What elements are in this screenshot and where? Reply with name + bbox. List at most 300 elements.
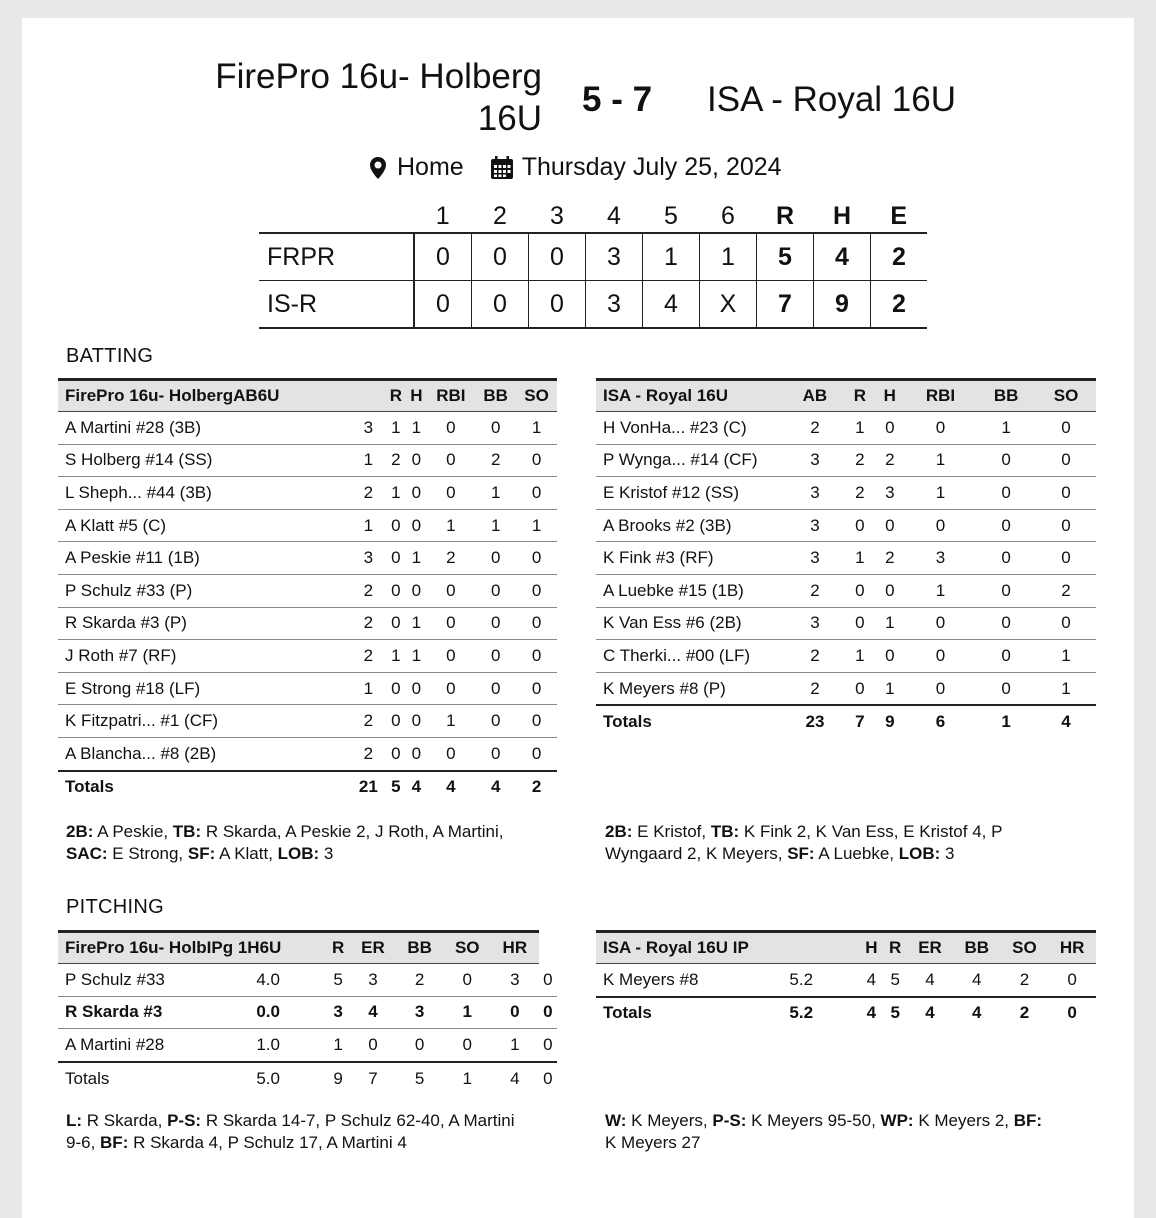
note-text: 3 <box>940 844 955 863</box>
away-team-name: ISA - Royal 16U <box>707 80 956 119</box>
totals-cell: 2 <box>1001 997 1049 1030</box>
stat-cell: 0 <box>443 964 491 997</box>
stat-cell: 2 <box>1001 964 1049 997</box>
stat-cell: 1 <box>845 640 875 673</box>
table-header-row <box>58 380 557 412</box>
totals-cell: 2 <box>516 771 557 804</box>
totals-cell: 5 <box>883 997 907 1030</box>
stat-cell: 0 <box>875 412 905 445</box>
player-name: K Meyers #8 (P) <box>596 672 785 705</box>
errors-header: E <box>871 200 928 233</box>
totals-row <box>596 997 1096 1030</box>
totals-cell: 6 <box>905 705 976 738</box>
stat-cell: 0 <box>386 542 406 575</box>
stat-cell: 0 <box>875 509 905 542</box>
totals-label: Totals <box>58 771 351 804</box>
player-name: E Strong #18 (LF) <box>58 672 351 705</box>
inning-header: 6 <box>700 200 757 233</box>
stat-cell: 1 <box>475 477 516 510</box>
stat-cell: 0 <box>516 705 557 738</box>
stat-cell: 2 <box>351 574 386 607</box>
runs-total: 7 <box>757 281 814 329</box>
stat-cell: 0.0 <box>210 996 326 1029</box>
table-row <box>596 640 1096 673</box>
map-pin-icon <box>367 155 389 181</box>
stat-cell: 0 <box>875 640 905 673</box>
stat-cell: 0 <box>1036 542 1096 575</box>
inning-score: 1 <box>643 233 700 281</box>
stat-cell: 0 <box>406 444 426 477</box>
inning-score: 4 <box>643 281 700 329</box>
table-row <box>596 607 1096 640</box>
team-column-header: ISA - Royal 16U <box>596 380 785 412</box>
stat-cell: 0 <box>427 574 476 607</box>
stat-cell: 0 <box>845 607 875 640</box>
stat-cell: 3 <box>491 964 539 997</box>
totals-cell: 4 <box>1036 705 1096 738</box>
home-team-name: FirePro 16u- Holberg 16U <box>215 57 542 138</box>
stat-cell: 3 <box>905 542 976 575</box>
stat-cell: 0 <box>443 1029 491 1062</box>
table-row <box>596 477 1096 510</box>
stat-cell: 0 <box>396 1029 444 1062</box>
away-batting-table <box>596 378 1096 738</box>
note-text: R Skarda, A Peskie 2, J Roth, A Martini, <box>201 822 504 841</box>
stat-cell: 0 <box>386 705 406 738</box>
stat-cell: 1 <box>351 444 386 477</box>
stat-cell: 0 <box>516 542 557 575</box>
stat-cell: 1 <box>516 412 557 445</box>
stat-cell: 0 <box>905 412 976 445</box>
note-label: SF: <box>187 844 216 863</box>
stat-cell: 0 <box>406 477 426 510</box>
stat-cell: 0 <box>406 574 426 607</box>
stat-cell: 2 <box>427 542 476 575</box>
stat-column-header: BB <box>953 932 1001 964</box>
stat-cell: 0 <box>976 607 1036 640</box>
stat-cell: 5 <box>326 964 350 997</box>
totals-row <box>58 1062 557 1095</box>
calendar-icon <box>490 155 514 181</box>
note-text: A Luebke, <box>814 844 899 863</box>
inning-score: 3 <box>586 233 643 281</box>
stat-cell: 0 <box>976 640 1036 673</box>
table-row <box>58 705 557 738</box>
stat-column-header: ER <box>907 932 953 964</box>
inning-score: 3 <box>586 281 643 329</box>
totals-cell: 0 <box>1048 997 1096 1030</box>
stat-cell: 0 <box>427 672 476 705</box>
note-label: BF: <box>1013 1111 1043 1130</box>
stat-cell: 0 <box>516 737 557 770</box>
table-row <box>596 509 1096 542</box>
stat-column-header: BB <box>396 932 444 964</box>
stat-cell: 1 <box>1036 640 1096 673</box>
player-name: P Schulz #33 (P) <box>58 574 351 607</box>
stat-cell: 3 <box>350 964 396 997</box>
stat-cell: 0 <box>976 574 1036 607</box>
linescore-team: FRPR <box>259 233 414 281</box>
note-text: K Meyers 2, <box>913 1111 1014 1130</box>
table-row <box>58 737 557 770</box>
stat-cell: 0 <box>1036 412 1096 445</box>
pitcher-name: K Meyers #8 <box>596 964 743 997</box>
stat-cell: 0 <box>905 640 976 673</box>
note-text: A Klatt, <box>215 844 278 863</box>
note-text: A Peskie, <box>93 822 173 841</box>
stat-cell: 1 <box>845 412 875 445</box>
stat-cell: 0 <box>475 705 516 738</box>
inning-header: 1 <box>414 200 472 233</box>
table-row <box>58 574 557 607</box>
player-name: C Therki... #00 (LF) <box>596 640 785 673</box>
stat-column-header: R <box>386 380 406 412</box>
boxscore-page <box>22 18 1134 1218</box>
stat-cell: 1.0 <box>210 1029 326 1062</box>
hits-total: 4 <box>814 233 871 281</box>
table-row <box>58 477 557 510</box>
stat-cell: 1 <box>516 509 557 542</box>
stat-cell: 0 <box>406 737 426 770</box>
hits-header: H <box>814 200 871 233</box>
stat-column-header: SO <box>1001 932 1049 964</box>
stat-cell: 4 <box>907 964 953 997</box>
stat-cell: 1 <box>875 607 905 640</box>
stat-cell: 3 <box>785 607 845 640</box>
stat-cell: 5 <box>883 964 907 997</box>
inning-score: 0 <box>472 233 529 281</box>
stat-cell: 3 <box>351 542 386 575</box>
player-name: A Brooks #2 (3B) <box>596 509 785 542</box>
stat-cell: 1 <box>875 672 905 705</box>
totals-cell: 9 <box>326 1062 350 1095</box>
totals-cell: 9 <box>875 705 905 738</box>
pitcher-name: P Schulz #33 <box>58 964 210 997</box>
table-row <box>58 509 557 542</box>
stat-cell: 0 <box>427 607 476 640</box>
team-column-header: FirePro 16u- HolbIPg 1H6U <box>58 932 326 964</box>
runs-header: R <box>757 200 814 233</box>
player-name: E Kristof #12 (SS) <box>596 477 785 510</box>
stat-cell: 0 <box>386 737 406 770</box>
player-name: A Martini #28 (3B) <box>58 412 351 445</box>
totals-cell: 7 <box>845 705 875 738</box>
note-label: LOB: <box>898 844 941 863</box>
player-name: P Wynga... #14 (CF) <box>596 444 785 477</box>
final-score: 5 - 7 <box>582 80 653 119</box>
totals-cell: 5.0 <box>210 1062 326 1095</box>
totals-cell: 4 <box>475 771 516 804</box>
stat-cell: 2 <box>845 477 875 510</box>
stat-cell: 4 <box>350 996 396 1029</box>
note-label: TB: <box>710 822 740 841</box>
stat-cell: 2 <box>875 444 905 477</box>
inning-score: X <box>700 281 757 329</box>
stat-cell: 0 <box>475 412 516 445</box>
stat-cell: 0 <box>1036 607 1096 640</box>
table-header-row <box>596 932 1096 964</box>
pitching-section-title: PITCHING <box>66 896 164 918</box>
home-batting-notes <box>66 821 516 865</box>
stat-column-header: H <box>406 380 426 412</box>
table-row <box>596 444 1096 477</box>
table-row <box>596 412 1096 445</box>
stat-cell: 2 <box>785 672 845 705</box>
stat-cell: 0 <box>875 574 905 607</box>
stat-cell: 1 <box>905 444 976 477</box>
stat-cell: 0 <box>1036 477 1096 510</box>
note-text: E Kristof, <box>632 822 711 841</box>
table-row <box>58 444 557 477</box>
stat-cell: 2 <box>351 640 386 673</box>
stat-cell: 0 <box>406 705 426 738</box>
runs-total: 5 <box>757 233 814 281</box>
inning-score: 0 <box>414 233 472 281</box>
stat-cell: 0 <box>976 672 1036 705</box>
player-name: J Roth #7 (RF) <box>58 640 351 673</box>
totals-cell: 23 <box>785 705 845 738</box>
totals-cell: 21 <box>351 771 386 804</box>
stat-cell: 1 <box>1036 672 1096 705</box>
stat-cell: 1 <box>406 607 426 640</box>
stat-cell: 4 <box>953 964 1001 997</box>
stat-cell: 2 <box>396 964 444 997</box>
stat-column-header: RBI <box>427 380 476 412</box>
stat-cell: 0 <box>475 574 516 607</box>
stat-cell: 1 <box>845 542 875 575</box>
totals-cell: 4 <box>859 997 883 1030</box>
inning-header: 4 <box>586 200 643 233</box>
table-row <box>58 672 557 705</box>
totals-cell: 5 <box>386 771 406 804</box>
stat-cell: 4 <box>859 964 883 997</box>
note-label: L: <box>66 1111 83 1130</box>
team-column-header: ISA - Royal 16U IP <box>596 932 859 964</box>
note-label: SAC: <box>66 844 108 863</box>
player-name: A Klatt #5 (C) <box>58 509 351 542</box>
stat-cell: 1 <box>976 412 1036 445</box>
table-row <box>596 672 1096 705</box>
player-name: K Van Ess #6 (2B) <box>596 607 785 640</box>
totals-cell: 4 <box>491 1062 539 1095</box>
stat-column-header: R <box>326 932 350 964</box>
away-pitching-notes <box>605 1110 1055 1154</box>
stat-cell: 0 <box>427 640 476 673</box>
stat-cell: 3 <box>785 509 845 542</box>
totals-label: Totals <box>58 1062 210 1095</box>
stat-cell: 0 <box>406 672 426 705</box>
stat-cell: 0 <box>386 509 406 542</box>
team-column-header: FirePro 16u- HolbergAB6U <box>58 380 386 412</box>
home-batting-table <box>58 378 557 803</box>
table-row <box>596 542 1096 575</box>
note-text: 3 <box>319 844 334 863</box>
totals-cell: 4 <box>953 997 1001 1030</box>
stat-column-header: ER <box>350 932 396 964</box>
game-date: Thursday July 25, 2024 <box>521 153 782 181</box>
stat-cell: 2 <box>785 412 845 445</box>
stat-cell: 0 <box>976 477 1036 510</box>
batting-section-title: BATTING <box>66 345 154 367</box>
stat-cell: 0 <box>845 574 875 607</box>
errors-total: 2 <box>871 233 928 281</box>
totals-label: Totals <box>596 997 743 1030</box>
home-pitching-notes <box>66 1110 516 1154</box>
stat-cell: 3 <box>875 477 905 510</box>
stat-cell: 1 <box>427 705 476 738</box>
player-name: R Skarda #3 (P) <box>58 607 351 640</box>
stat-cell: 1 <box>406 542 426 575</box>
stat-column-header: SO <box>443 932 491 964</box>
stat-cell: 0 <box>475 542 516 575</box>
table-row <box>596 964 1096 997</box>
stat-cell: 0 <box>539 996 557 1029</box>
stat-cell: 2 <box>351 705 386 738</box>
errors-total: 2 <box>871 281 928 329</box>
stat-cell: 0 <box>976 444 1036 477</box>
table-row <box>58 1029 557 1062</box>
stat-cell: 0 <box>475 640 516 673</box>
player-name: K Fitzpatri... #1 (CF) <box>58 705 351 738</box>
stat-column-header: RBI <box>905 380 976 412</box>
table-row <box>596 574 1096 607</box>
stat-cell: 0 <box>406 509 426 542</box>
stat-cell: 0 <box>845 672 875 705</box>
stat-cell: 0 <box>386 607 406 640</box>
stat-column-header: R <box>845 380 875 412</box>
note-label: WP: <box>880 1111 914 1130</box>
stat-cell: 3 <box>396 996 444 1029</box>
note-text: K Fink 2, K Van Ess, E Kristof 4, P Wyngaard 2, K Meyers, <box>605 822 1003 863</box>
totals-cell: 7 <box>350 1062 396 1095</box>
stat-cell: 1 <box>475 509 516 542</box>
stat-cell: 2 <box>785 574 845 607</box>
stat-cell: 1 <box>386 477 406 510</box>
stat-cell: 0 <box>1048 964 1096 997</box>
stat-cell: 0 <box>427 477 476 510</box>
note-text: K Meyers 27 <box>605 1133 701 1152</box>
stat-cell: 1 <box>406 412 426 445</box>
stat-column-header: SO <box>1036 380 1096 412</box>
player-name: K Fink #3 (RF) <box>596 542 785 575</box>
inning-header: 2 <box>472 200 529 233</box>
totals-cell: 1 <box>443 1062 491 1095</box>
inning-header: 5 <box>643 200 700 233</box>
stat-column-header: HR <box>1048 932 1096 964</box>
inning-score: 0 <box>414 281 472 329</box>
away-pitching-table <box>596 930 1096 1029</box>
stat-cell: 0 <box>539 964 557 997</box>
stat-cell: 3 <box>785 444 845 477</box>
totals-row <box>596 705 1096 738</box>
stat-cell: 0 <box>350 1029 396 1062</box>
note-text: R Skarda, <box>82 1111 168 1130</box>
table-row <box>58 607 557 640</box>
stat-cell: 1 <box>427 509 476 542</box>
table-header-row <box>58 932 557 964</box>
stat-cell: 1 <box>386 640 406 673</box>
note-text: K Meyers 95-50, <box>746 1111 881 1130</box>
player-name: A Blancha... #8 (2B) <box>58 737 351 770</box>
location-label: Home <box>397 153 464 181</box>
table-row <box>58 542 557 575</box>
note-label: P-S: <box>712 1111 747 1130</box>
stat-cell: 3 <box>351 412 386 445</box>
inning-score: 0 <box>472 281 529 329</box>
stat-column-header: R <box>883 932 907 964</box>
totals-cell: 5 <box>396 1062 444 1095</box>
stat-cell: 2 <box>351 477 386 510</box>
stat-cell: 0 <box>1036 444 1096 477</box>
inning-header: 3 <box>529 200 586 233</box>
player-name: L Sheph... #44 (3B) <box>58 477 351 510</box>
stat-cell: 1 <box>443 996 491 1029</box>
stat-column-header: HR <box>491 932 539 964</box>
stat-cell: 0 <box>976 509 1036 542</box>
player-name: S Holberg #14 (SS) <box>58 444 351 477</box>
stat-cell: 0 <box>845 509 875 542</box>
totals-label: Totals <box>596 705 785 738</box>
player-name: A Peskie #11 (1B) <box>58 542 351 575</box>
linescore-table <box>259 200 927 329</box>
stat-cell: 1 <box>351 672 386 705</box>
stat-cell: 4.0 <box>210 964 326 997</box>
stat-column-header: H <box>859 932 883 964</box>
stat-cell: 0 <box>516 672 557 705</box>
stat-cell: 0 <box>1036 509 1096 542</box>
linescore-row <box>259 281 927 329</box>
stat-cell: 3 <box>785 477 845 510</box>
linescore-row <box>259 233 927 281</box>
inning-score: 1 <box>700 233 757 281</box>
note-label: 2B: <box>66 822 94 841</box>
stat-column-header: H <box>875 380 905 412</box>
stat-cell: 0 <box>427 737 476 770</box>
stat-cell: 1 <box>491 1029 539 1062</box>
note-text: R Skarda 14-7, P Schulz 62-40, A Martini 9-6, <box>66 1111 515 1152</box>
stat-cell: 0 <box>516 574 557 607</box>
stat-cell: 0 <box>516 477 557 510</box>
note-label: P-S: <box>167 1111 202 1130</box>
stat-cell: 0 <box>427 444 476 477</box>
stat-cell: 5.2 <box>743 964 859 997</box>
inning-score: 0 <box>529 281 586 329</box>
stat-column-header: BB <box>976 380 1036 412</box>
stat-cell: 0 <box>516 640 557 673</box>
stat-cell: 0 <box>427 412 476 445</box>
stat-cell: 0 <box>516 444 557 477</box>
table-row <box>58 996 557 1029</box>
stat-cell: 2 <box>875 542 905 575</box>
player-name: A Luebke #15 (1B) <box>596 574 785 607</box>
table-header-row <box>596 380 1096 412</box>
stat-cell: 2 <box>845 444 875 477</box>
totals-cell: 1 <box>976 705 1036 738</box>
totals-cell: 4 <box>907 997 953 1030</box>
stat-column-header: BB <box>475 380 516 412</box>
table-row <box>58 640 557 673</box>
stat-cell: 2 <box>351 607 386 640</box>
stat-cell: 1 <box>326 1029 350 1062</box>
table-row <box>58 964 557 997</box>
stat-cell: 0 <box>475 737 516 770</box>
stat-column-header: AB <box>785 380 845 412</box>
stat-cell: 1 <box>905 574 976 607</box>
stat-cell: 0 <box>386 574 406 607</box>
note-label: LOB: <box>277 844 320 863</box>
totals-cell: 4 <box>406 771 426 804</box>
stat-cell: 0 <box>386 672 406 705</box>
